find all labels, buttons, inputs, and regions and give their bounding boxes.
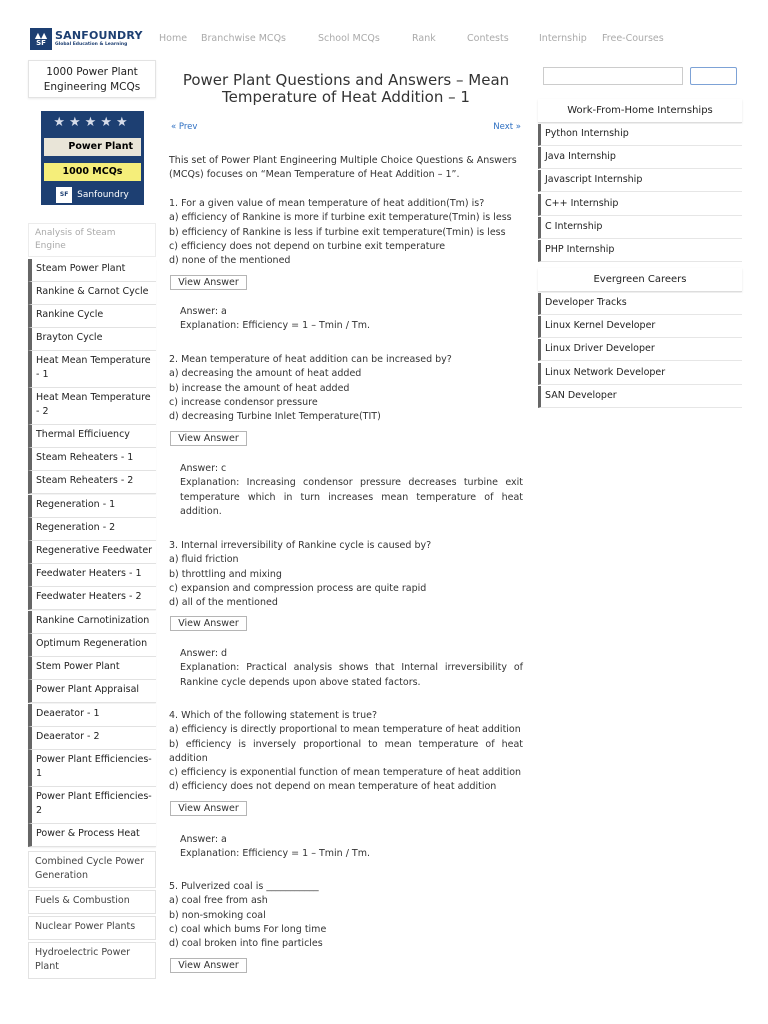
sidebar-item[interactable]: Thermal Efficiuency	[28, 425, 156, 448]
search-input[interactable]	[543, 67, 683, 85]
sidebar-category[interactable]: Hydroelectric Power Plant	[28, 942, 156, 979]
view-answer-button[interactable]: View Answer	[170, 616, 247, 631]
explanation-text: Explanation: Practical analysis shows that Internal irreversibility of Rankine cycle depends upon above stated factors.	[180, 662, 523, 688]
next-link[interactable]: Next »	[493, 122, 521, 132]
answer-text: Answer: d	[180, 648, 228, 659]
question-block	[169, 709, 523, 795]
sidebar-item[interactable]: Feedwater Heaters - 1	[28, 564, 156, 587]
career-item-linux-kernel[interactable]: Linux Kernel Developer	[538, 316, 742, 338]
sidebar-item[interactable]: Optimum Regeneration	[28, 634, 156, 657]
sidebar-item[interactable]: Rankine & Carnot Cycle	[28, 282, 156, 305]
logo-mark-text: SF	[36, 38, 46, 47]
nav-branchwise-mcqs[interactable]: Branchwise MCQs	[201, 33, 286, 44]
sidebar-category[interactable]: Fuels & Combustion	[28, 890, 156, 914]
career-item-linux-driver[interactable]: Linux Driver Developer	[538, 339, 742, 361]
book-footer	[41, 184, 144, 205]
option: d) efficiency does not depend on mean temperature of heat addition	[169, 781, 497, 793]
option: d) decreasing Turbine Inlet Temperature(TIT)	[169, 411, 381, 423]
sidebar-item[interactable]: Steam Reheaters - 2	[28, 471, 156, 494]
view-answer-button[interactable]: View Answer	[170, 958, 247, 973]
answer-block	[180, 462, 523, 519]
option: d) coal broken into fine particles	[169, 938, 323, 950]
sanfoundry-logo[interactable]	[30, 27, 145, 51]
logo-name: SANFOUNDRY	[55, 29, 143, 42]
nav-internship[interactable]: Internship	[539, 33, 587, 44]
option: b) increase the amount of heat added	[169, 382, 350, 394]
sidebar-item[interactable]: Deaerator - 2	[28, 727, 156, 750]
option: c) coal which bums For long time	[169, 923, 327, 935]
book-publisher: Sanfoundry	[77, 189, 129, 200]
answer-text: Answer: a	[180, 306, 227, 317]
option: a) efficiency is directly proportional to mean temperature of heat addition	[169, 724, 521, 736]
career-item-san[interactable]: SAN Developer	[538, 386, 742, 408]
sidebar-item[interactable]: Deaerator - 1	[28, 704, 156, 727]
option: a) efficiency of Rankine is more if turbine exit temperature(Tmin) is less	[169, 212, 512, 224]
option: d) all of the mentioned	[169, 597, 278, 609]
sidebar-category[interactable]: Nuclear Power Plants	[28, 916, 156, 940]
career-item-linux-network[interactable]: Linux Network Developer	[538, 363, 742, 385]
explanation-text: Explanation: Efficiency = 1 – Tmin / Tm.	[180, 848, 371, 860]
question-text: 2. Mean temperature of heat addition can be increased by?	[169, 354, 452, 365]
book-band-title: Power Plant	[44, 138, 141, 156]
book-band-count: 1000 MCQs	[44, 163, 141, 181]
sidebar-item[interactable]: Regenerative Feedwater	[28, 541, 156, 564]
question-block	[169, 353, 523, 424]
explanation-text: Explanation: Efficiency = 1 – Tmin / Tm.	[180, 320, 371, 332]
sidebar-item[interactable]: Rankine Carnotinization	[28, 611, 156, 634]
wfh-item-c[interactable]: C Internship	[538, 217, 742, 239]
answer-text: Answer: a	[180, 834, 227, 845]
answer-block	[180, 833, 523, 862]
evergreen-careers-heading: Evergreen Careers	[538, 268, 742, 292]
question-text: 4. Which of the following statement is true?	[169, 710, 377, 721]
wfh-item-python[interactable]: Python Internship	[538, 124, 742, 146]
option: b) throttling and mixing	[169, 568, 282, 580]
view-answer-button[interactable]: View Answer	[170, 801, 247, 816]
sidebar-item[interactable]: Steam Power Plant	[28, 259, 156, 282]
book-logo-icon: SF	[56, 187, 72, 203]
book-cover[interactable]	[41, 111, 144, 205]
nav-home[interactable]: Home	[159, 33, 188, 44]
sidebar-item[interactable]: Heat Mean Temperature - 1	[28, 351, 156, 388]
sidebar-item[interactable]: Steam Reheaters - 1	[28, 448, 156, 471]
option: a) coal free from ash	[169, 895, 268, 907]
view-answer-button[interactable]: View Answer	[170, 431, 247, 446]
sidebar-item[interactable]: Heat Mean Temperature - 2	[28, 388, 156, 425]
option: b) efficiency is inversely proportional to mean temperature of heat addition	[169, 738, 523, 764]
page-title: Power Plant Questions and Answers – Mean Temperature of Heat Addition – 1	[182, 71, 510, 106]
site-header	[0, 0, 768, 60]
answer-block	[180, 305, 523, 334]
nav-rank[interactable]: Rank	[412, 33, 436, 44]
sidebar-item[interactable]: Power Plant Efficiencies-1	[28, 750, 156, 787]
nav-school-mcqs[interactable]: School MCQs	[318, 33, 380, 44]
career-item-developer-tracks[interactable]: Developer Tracks	[538, 293, 742, 315]
sidebar-category[interactable]: Combined Cycle Power Generation	[28, 851, 156, 888]
sidebar-item[interactable]: Power & Process Heat	[28, 824, 156, 847]
option: c) efficiency does not depend on turbine exit temperature	[169, 240, 446, 252]
nav-contests[interactable]: Contests	[467, 33, 509, 44]
sidebar-item[interactable]: Power Plant Appraisal	[28, 680, 156, 703]
option: d) none of the mentioned	[169, 255, 291, 267]
sidebar-item[interactable]: Rankine Cycle	[28, 305, 156, 328]
wfh-internships-heading: Work-From-Home Internships	[538, 99, 742, 123]
intro-paragraph: This set of Power Plant Engineering Multiple Choice Questions & Answers (MCQs) focuses on “Mean Temperature of Heat Addition – 1”.	[169, 155, 517, 181]
sidebar-title[interactable]: 1000 Power Plant Engineering MCQs	[28, 60, 156, 98]
nav-free-courses[interactable]: Free-Courses	[602, 33, 664, 44]
question-text: 1. For a given value of mean temperature of heat addition(Tm) is?	[169, 198, 485, 209]
wfh-item-java[interactable]: Java Internship	[538, 147, 742, 169]
option: c) expansion and compression process are quite rapid	[169, 582, 427, 594]
sidebar-item[interactable]: Power Plant Efficiencies-2	[28, 787, 156, 824]
question-text: 5. Pulverized coal is ___________	[169, 881, 319, 892]
option: a) decreasing the amount of heat added	[169, 368, 362, 380]
question-text: 3. Internal irreversibility of Rankine cycle is caused by?	[169, 540, 432, 551]
option: b) efficiency of Rankine is less if turbine exit temperature(Tmin) is less	[169, 226, 506, 238]
search-button[interactable]	[690, 67, 737, 85]
logo-mark-glyph: ▲▲	[34, 30, 48, 40]
answer-text: Answer: c	[180, 463, 227, 474]
logo-tagline: Global Education & Learning	[55, 42, 128, 47]
sidebar-item[interactable]: Brayton Cycle	[28, 328, 156, 351]
option: c) increase condensor pressure	[169, 396, 318, 408]
sidebar-section-header[interactable]: Analysis of Steam Engine	[28, 223, 156, 257]
wfh-item-php[interactable]: PHP Internship	[538, 240, 742, 262]
sidebar-item[interactable]: Regeneration - 2	[28, 518, 156, 541]
wfh-item-javascript[interactable]: Javascript Internship	[538, 170, 742, 192]
option: b) non-smoking coal	[169, 909, 266, 921]
left-sidebar	[28, 60, 156, 972]
view-answer-button[interactable]: View Answer	[170, 275, 247, 290]
rating-stars-icon: ★★★★★	[53, 115, 132, 130]
question-block	[169, 197, 523, 268]
answer-block	[180, 647, 523, 690]
wfh-item-cpp[interactable]: C++ Internship	[538, 194, 742, 216]
sidebar-item[interactable]: Feedwater Heaters - 2	[28, 587, 156, 610]
sidebar-item[interactable]: Stem Power Plant	[28, 657, 156, 680]
sidebar-item[interactable]: Regeneration - 1	[28, 495, 156, 518]
prev-link[interactable]: « Prev	[171, 122, 198, 132]
option: c) efficiency is exponential function of mean temperature of heat addition	[169, 767, 522, 779]
question-block	[169, 880, 523, 951]
option: a) fluid friction	[169, 554, 239, 566]
explanation-text: Explanation: Increasing condensor pressure decreases turbine exit temperature which in turn increases mean temperature of heat addition.	[180, 477, 523, 517]
logo-mark	[30, 28, 52, 50]
question-block	[169, 539, 523, 610]
